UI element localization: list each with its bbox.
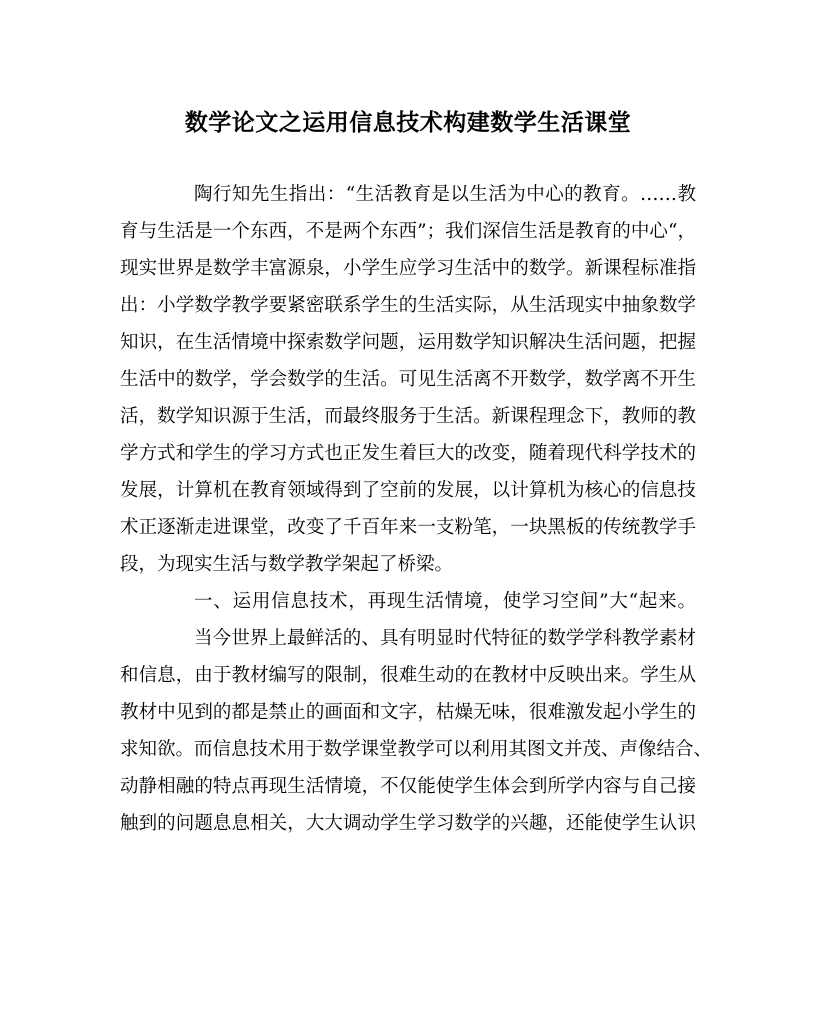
paragraph-line: 陶行知先生指出：“生活教育是以生活为中心的教育。……教 [194,184,696,205]
paragraph-line: 学方式和学生的学习方式也正发生着巨大的改变，随着现代科学技术的 [120,443,696,464]
paragraph-line: 当今世界上最鲜活的、具有明显时代特征的数学学科教学素材 [194,628,696,649]
paragraph-line: 生活中的数学，学会数学的生活。可见生活离不开数学，数学离不开生 [120,369,696,390]
document-title: 数学论文之运用信息技术构建数学生活课堂 [184,109,632,136]
paragraph-line: 活，数学知识源于生活，而最终服务于生活。新课程理念下，教师的教 [120,406,696,427]
paragraph-line: 现实世界是数学丰富源泉，小学生应学习生活中的数学。新课程标准指 [120,258,696,279]
paragraph-line: 和信息，由于教材编写的限制，很难生动的在教材中反映出来。学生从 [120,665,696,686]
paragraph-line: 段，为现实生活与数学教学架起了桥梁。 [120,554,454,575]
paragraph-line: 动静相融的特点再现生活情境，不仅能使学生体会到所学内容与自己接 [120,776,696,797]
paragraph-line: 触到的问题息息相关，大大调动学生学习数学的兴趣，还能使学生认识 [120,813,696,834]
paragraph-line: 求知欲。而信息技术用于数学课堂教学可以利用其图文并茂、声像结合、 [120,739,713,760]
paragraph-line: 育与生活是一个东西，不是两个东西”；我们深信生活是教育的中心“， [120,221,696,242]
paragraph-line: 教材中见到的都是禁止的画面和文字，枯燥无味，很难激发起小学生的 [120,702,696,723]
paragraph-line: 术正逐渐走进课堂，改变了千百年来一支粉笔，一块黑板的传统教学手 [120,517,696,538]
section-heading: 一、运用信息技术，再现生活情境，使学习空间”大“起来。 [194,591,696,612]
paragraph-line: 出：小学数学教学要紧密联系学生的生活实际，从生活现实中抽象数学 [120,295,696,316]
paragraph-line: 知识，在生活情境中探索数学问题，运用数学知识解决生活问题，把握 [120,332,696,353]
paragraph-line: 发展，计算机在教育领域得到了空前的发展，以计算机为核心的信息技 [120,480,696,501]
